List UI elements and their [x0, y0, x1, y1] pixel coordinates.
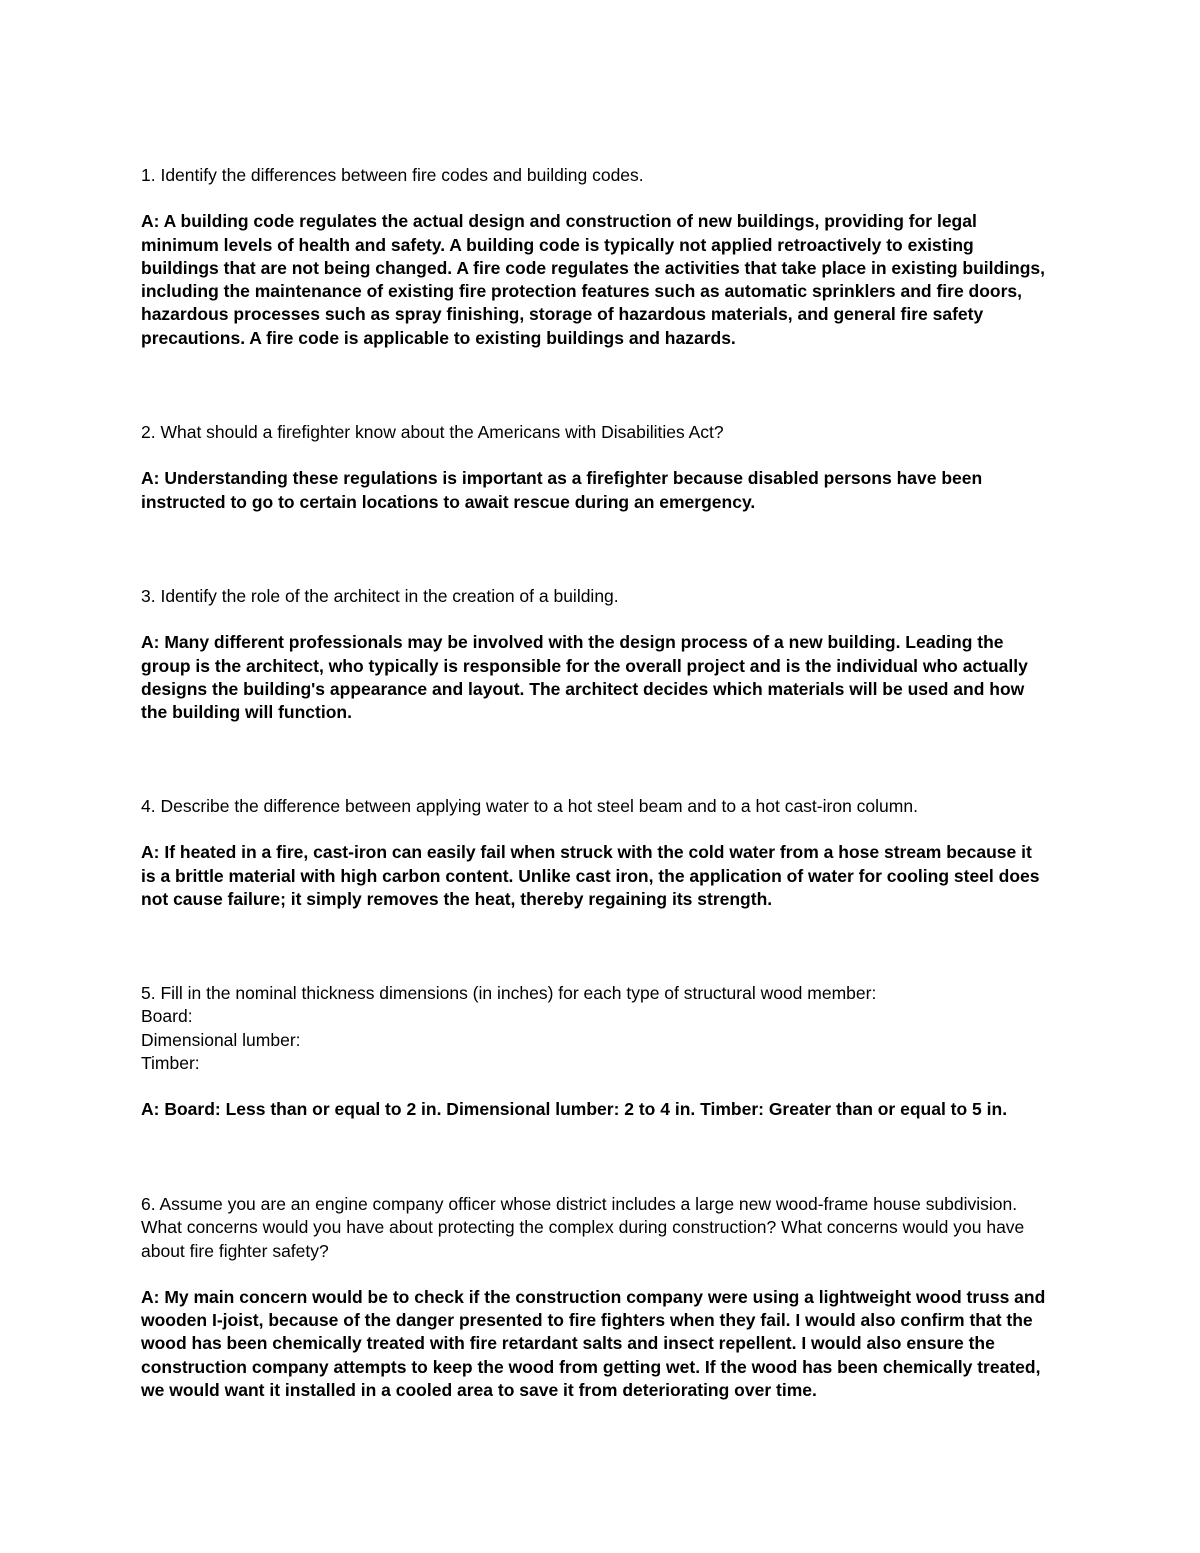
answer-6: A: My main concern would be to check if the construction company were using a lightweight wood truss and wooden I-joist, because of the danger presented to fire fighters when they fail. I would also confirm that the wood has been chemically treated with fire retardant salts and insect repellent. I would also ensure the construction company attempts to keep the wood from getting wet. If the wood has been chemically treated, we would want it installed in a cooled area to save it from deteriorating over time. [141, 1286, 1046, 1401]
answer-1: A: A building code regulates the actual design and construction of new buildings, providing for legal minimum levels of health and safety. A building code is typically not applied retroactively to existing buildings that are not being changed. A fire code regulates the activities that take place in existing buildings, including the maintenance of existing fire protection features such as automatic sprinklers and fire doors, hazardous processes such as spray finishing, storage of hazardous materials, and general fire safety precautions. A fire code is applicable to existing buildings and hazards. [141, 211, 1046, 348]
question-6: 6. Assume you are an engine company officer whose district includes a large new wood-frame house subdivision. What concerns would you have about protecting the complex during construction? What concerns would you have about fire fighter safety? [141, 1194, 1025, 1261]
qa-item-2 [141, 421, 1066, 514]
answer-5: A: Board: Less than or equal to 2 in. Dimensional lumber: 2 to 4 in. Timber: Greater than or equal to 5 in. [141, 1099, 1008, 1120]
qa-item-6 [141, 1193, 1066, 1402]
answer-3: A: Many different professionals may be involved with the design process of a new building. Leading the group is the architect, who typically is responsible for the overall project and is the individual who actually designs the building's appearance and layout. The architect decides which materials will be used and how the building will function. [141, 632, 1028, 723]
option-timber: Timber: [141, 1052, 200, 1073]
question-4: 4. Describe the difference between applying water to a hot steel beam and to a hot cast-iron column. [141, 796, 918, 816]
question-3: 3. Identify the role of the architect in the creation of a building. [141, 586, 619, 606]
question-2: 2. What should a firefighter know about the Americans with Disabilities Act? [141, 422, 724, 442]
qa-item-3 [141, 585, 1066, 724]
question-5: 5. Fill in the nominal thickness dimensions (in inches) for each type of structural wood member: [141, 983, 877, 1003]
option-board: Board: [141, 1006, 193, 1027]
question-1: 1. Identify the differences between fire codes and building codes. [141, 165, 644, 185]
qa-item-4 [141, 795, 1066, 911]
option-dimensional-lumber: Dimensional lumber: [141, 1029, 301, 1050]
answer-4: A: If heated in a fire, cast-iron can easily fail when struck with the cold water from a hose stream because it is a brittle material with high carbon content. Unlike cast iron, the application of water for cooling steel does not cause failure; it simply removes the heat, thereby regaining its strength. [141, 842, 1040, 909]
qa-item-1 [141, 164, 1066, 350]
answer-2: A: Understanding these regulations is important as a firefighter because disabled persons have been instructed to go to certain locations to await rescue during an emergency. [141, 468, 983, 512]
qa-item-5 [141, 982, 1066, 1121]
